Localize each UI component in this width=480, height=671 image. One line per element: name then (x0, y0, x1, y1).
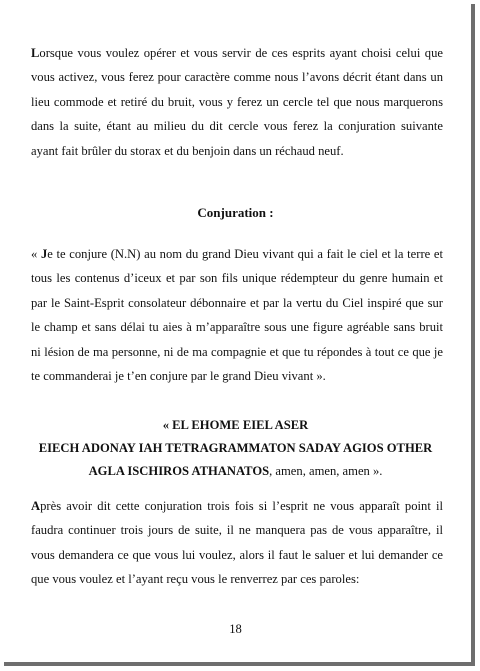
paragraph-after (31, 494, 443, 592)
paragraph-text: e te conjure (N.N) au nom du grand Dieu vivant qui a fait le ciel et la terre et tous les contenus d’iceux et par son fils unique rédempteur du genre humain et par le Saint-Esprit consolateur débonnaire et par la vertu du Ciel inspiré que sur le champ et sans délai tu aies à m’apparaître sous une figure agréable sans bruit ni lésion de ma personne, ni de ma compagnie et que tu répondes à tout ce que je te commanderai je t’en conjure par le grand Dieu vivant ». (31, 247, 443, 384)
paragraph-intro (31, 41, 443, 163)
incantation-line-3: AGLA ISCHIROS ATHANATOS, amen, amen, amen ». (88, 464, 383, 478)
dropcap: L (31, 46, 40, 60)
incantation-line-1: « EL EHOME EIEL ASER (162, 418, 309, 432)
paragraph-text: orsque vous voulez opérer et vous servir de ces esprits ayant choisi celui que vous activez, vous ferez pour caractère comme nous l’avons décrit étant dans un lieu commode et retiré du bruit, vous y ferez un cercle tel que nous marquerons dans la suite, étant au milieu du dit cercle vous ferez la conjuration suivante ayant fait brûler du storax et du benjoin dans un réchaud neuf. (31, 46, 443, 158)
incantation-block (0, 414, 471, 483)
paragraph-conjuration (31, 242, 443, 388)
paragraph-text: près avoir dit cette conjuration trois fois si l’esprit ne vous apparaît point il faudra continuer trois jours de suite, il ne manquera pas de vous apparaître, il vous demandera ce que vous lui voulez, alors il faut le saluer et lui demander ce que vous voulez et l’ayant reçu vous le renverrez par ces paroles: (31, 499, 443, 587)
incantation-line-2: EIECH ADONAY IAH TETRAGRAMMATON SADAY AGIOS OTHER (38, 441, 433, 455)
opening-quote: « (31, 247, 41, 261)
section-heading: Conjuration : (197, 205, 274, 220)
page-number: 18 (229, 622, 242, 636)
dropcap: A (31, 499, 41, 513)
dropcap: J (40, 247, 48, 261)
